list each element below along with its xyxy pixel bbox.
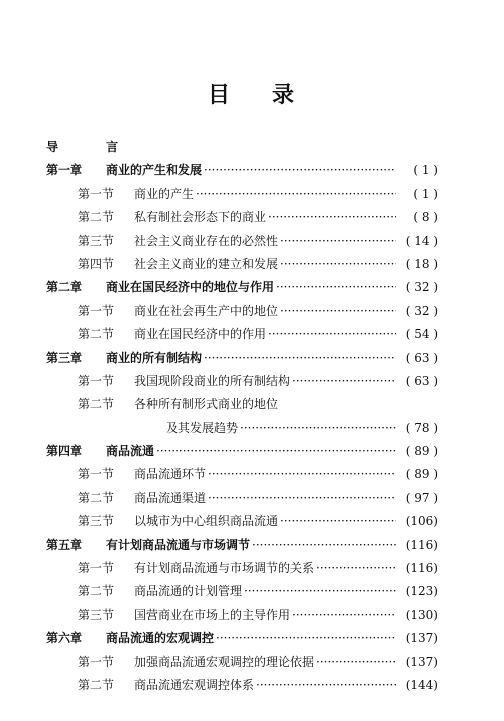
toc-entry-label [46,604,290,627]
toc-page-number: (106) [405,514,438,529]
toc-entry-number: 第四章 [46,444,83,459]
toc-section-entry[interactable] [46,580,438,603]
toc-leader-dots [316,651,396,674]
toc-entry-label [46,183,194,206]
toc-section-entry[interactable] [46,300,438,323]
toc-entry-title: 商品流通渠道 [134,490,207,505]
toc-section-entry[interactable] [46,417,438,440]
toc-leader-dots [240,417,396,440]
toc-entry-label [46,557,314,580]
toc-leader-dots [280,510,396,533]
toc-leader-dots [268,206,396,229]
toc-section-entry[interactable] [46,674,438,697]
toc-entry-label [46,253,278,276]
toc-entry-number: 第二节 [78,210,115,225]
toc-page-number: (144) [405,677,438,692]
toc-page-number: (116) [405,561,438,576]
toc-entry-title: 加强商品流通宏观调控的理论依据 [134,654,315,669]
toc-entry-number: 第一节 [78,654,115,669]
toc-entry-number: 第二节 [78,327,115,342]
toc-page-number: ( 63 ) [405,373,438,388]
toc-section-entry[interactable] [46,487,438,510]
page-title [0,78,504,109]
toc-section-entry[interactable] [46,393,438,416]
toc-entry-title: 国营商业在市场上的主导作用 [134,607,291,622]
toc-page-number: ( 54 ) [405,327,438,342]
toc-entry-label [46,300,278,323]
toc-entry-label [46,487,206,510]
toc-page-number: ( 89 ) [405,467,438,482]
toc-section-entry[interactable] [46,651,438,674]
toc-entry-label [46,393,278,416]
toc-entry-title: 商品流通环节 [134,467,207,482]
toc-entry-title: 社会主义商业存在的必然性 [134,233,279,248]
toc-entry-number: 第一章 [46,163,83,178]
toc-page-number: (116) [405,537,438,552]
toc-leader-dots [280,253,396,276]
toc-section-entry[interactable] [46,604,438,627]
toc-entry-title: 有计划商品流通与市场调节 [106,537,251,552]
toc-leader-dots [256,674,396,697]
toc-chapter-entry[interactable] [46,627,438,650]
toc-entry-title: 私有制社会形态下的商业 [134,210,267,225]
toc-section-entry[interactable] [46,206,438,229]
toc-entry-label [46,440,154,463]
toc-entry-label [46,534,250,557]
toc-entry-label [46,651,314,674]
toc-page-number: ( 1 ) [413,186,438,201]
toc-chapter-entry[interactable] [46,534,438,557]
toc-leader-dots [276,276,396,299]
toc-entry-number: 第三节 [78,607,115,622]
toc-leader-dots [280,230,396,253]
toc-leader-dots [204,159,396,182]
table-of-contents [46,136,438,697]
title-char-1: 目 [207,82,232,108]
toc-entry-label [46,159,202,182]
toc-section-entry[interactable] [46,557,438,580]
toc-section-entry[interactable] [46,183,438,206]
toc-page-number: ( 78 ) [405,420,438,435]
toc-entry-label [46,370,290,393]
toc-entry-number: 第一节 [78,373,115,388]
toc-leader-dots [292,604,396,627]
toc-entry-number: 第三节 [78,233,115,248]
toc-entry-title: 有计划商品流通与市场调节的关系 [134,561,315,576]
toc-section-entry[interactable] [46,463,438,486]
toc-chapter-entry[interactable] [46,440,438,463]
toc-leader-dots [156,440,396,463]
toc-intro-label: 导 言 [46,140,141,154]
title-char-2: 录 [272,82,297,108]
toc-entry-number: 第一节 [78,303,115,318]
toc-page-number: (123) [405,584,438,599]
toc-entry-number: 第二节 [78,397,115,412]
toc-entry-number: 第一节 [78,467,115,482]
toc-leader-dots [316,557,396,580]
toc-entry-label [46,417,238,440]
toc-chapter-entry[interactable] [46,159,438,182]
toc-leader-dots [268,323,396,346]
toc-leader-dots [208,463,396,486]
toc-entry-title: 我国现阶段商业的所有制结构 [134,373,291,388]
toc-section-entry[interactable] [46,370,438,393]
toc-entry-label [46,510,278,533]
toc-leader-dots [208,487,396,510]
toc-entry-title: 以城市为中心组织商品流通 [134,514,279,529]
toc-entry-label [46,230,278,253]
toc-entry-title: 商业在国民经济中的作用 [134,327,267,342]
toc-page-number: ( 32 ) [405,280,438,295]
toc-entry-label [46,580,242,603]
toc-entry-title: 各种所有制形式商业的地位 [134,397,279,412]
toc-entry-title: 社会主义商业的建立和发展 [134,256,279,271]
toc-entry-number: 第四节 [78,256,115,271]
toc-entry-title: 商业在国民经济中的地位与作用 [106,280,275,295]
toc-entry-number: 第五章 [46,537,83,552]
toc-section-entry[interactable] [46,510,438,533]
toc-page-number: ( 97 ) [405,490,438,505]
toc-leader-dots [280,300,396,323]
toc-section-entry[interactable] [46,230,438,253]
toc-section-entry[interactable] [46,253,438,276]
toc-page-number: ( 18 ) [405,256,438,271]
toc-entry-title: 商品流通的宏观调控 [106,631,215,646]
toc-leader-dots [252,534,396,557]
toc-entry-number: 第三节 [78,514,115,529]
toc-entry-label [46,206,266,229]
toc-entry-number: 第二节 [78,584,115,599]
toc-page-number: (137) [405,654,438,669]
toc-entry-title: 商业的所有制结构 [106,350,203,365]
toc-entry-label [46,323,266,346]
toc-section-entry[interactable] [46,323,438,346]
toc-intro[interactable] [46,136,438,159]
toc-leader-dots [204,347,396,370]
toc-entry-title: 商品流通的计划管理 [134,584,243,599]
toc-entry-number: 第一节 [78,561,115,576]
toc-entry-title: 商品流通 [106,444,155,459]
toc-leader-dots [216,627,396,650]
toc-page-number: ( 63 ) [405,350,438,365]
toc-page-number: ( 89 ) [405,444,438,459]
toc-leader-dots [292,370,396,393]
toc-entry-label [46,674,254,697]
toc-chapter-entry[interactable] [46,276,438,299]
toc-entry-title: 商业的产生和发展 [106,163,203,178]
toc-page-number: ( 8 ) [413,210,438,225]
toc-page-number: ( 14 ) [405,233,438,248]
toc-leader-dots [196,183,396,206]
toc-entry-title: 商品流通宏观调控体系 [134,677,255,692]
toc-entry-number: 第二章 [46,280,83,295]
toc-entry-number: 第二节 [78,490,115,505]
toc-leader-dots [244,580,396,603]
toc-entry-title: 商业的产生 [134,186,195,201]
toc-entry-number: 第一节 [78,186,115,201]
toc-page-number: ( 32 ) [405,303,438,318]
toc-entry-number: 第二节 [78,677,115,692]
toc-entry-title: 及其发展趋势 [166,420,239,435]
toc-chapter-entry[interactable] [46,347,438,370]
toc-page-number: (137) [405,631,438,646]
toc-page-number: (130) [405,607,438,622]
toc-entry-title: 商业在社会再生产中的地位 [134,303,279,318]
toc-entry-label [46,463,206,486]
toc-entry-label [46,627,214,650]
toc-entry-label [46,276,274,299]
toc-entry-number: 第六章 [46,631,83,646]
toc-page-number: ( 1 ) [413,163,438,178]
toc-entry-number: 第三章 [46,350,83,365]
toc-entry-label [46,347,202,370]
